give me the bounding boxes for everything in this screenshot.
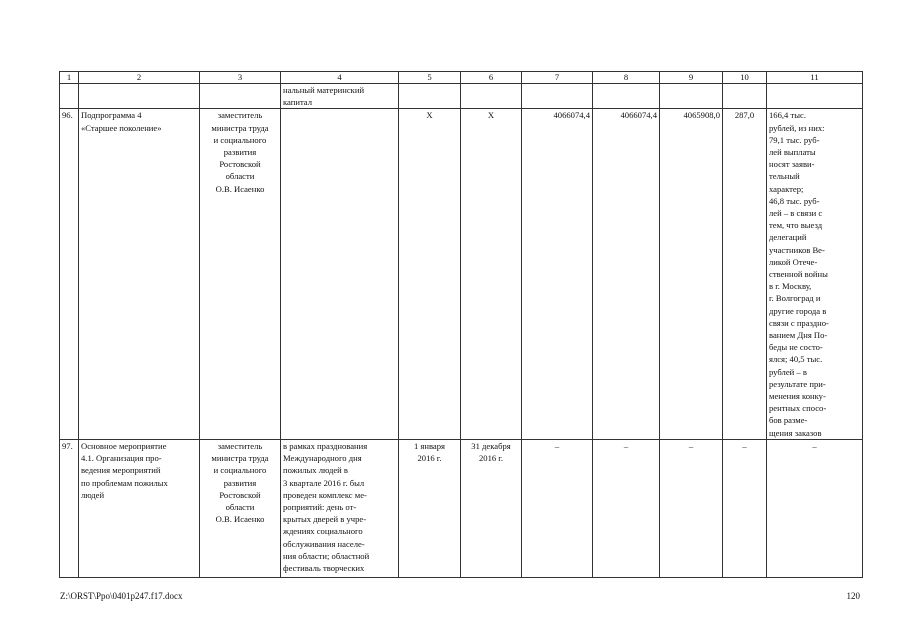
column-number: 11	[767, 72, 863, 84]
column-number: 8	[593, 72, 660, 84]
table-cell	[60, 84, 79, 109]
column-number: 1	[60, 72, 79, 84]
value-cell: 4065908,0	[660, 109, 723, 439]
table-cell	[767, 84, 863, 109]
table-cell	[723, 84, 767, 109]
column-number: 3	[200, 72, 281, 84]
column-number: 2	[79, 72, 200, 84]
start-date-cell: Х	[399, 109, 461, 439]
table-row-continuation	[60, 84, 863, 109]
value-cell: –	[723, 439, 767, 577]
value-cell: –	[660, 439, 723, 577]
row-number: 97.	[60, 439, 79, 577]
table-row	[60, 109, 863, 439]
note-cell: –	[767, 439, 863, 577]
table-cell	[200, 84, 281, 109]
value-cell: –	[522, 439, 593, 577]
table-cell	[399, 84, 461, 109]
file-path: Z:\ORST\Ppo\0401p247.f17.docx	[60, 591, 183, 601]
executor-cell: заместитель министра труда и социального развития Ростовской области О.В. Исаенко	[200, 109, 281, 439]
column-number: 9	[660, 72, 723, 84]
value-cell: 4066074,4	[593, 109, 660, 439]
column-number: 10	[723, 72, 767, 84]
end-date-cell: Х	[461, 109, 522, 439]
table-cell	[461, 84, 522, 109]
measure-name-cell: Основное мероприятие 4.1. Организация про- ведения мероприятий по проблемам пожилых людей	[79, 439, 200, 577]
column-number: 4	[281, 72, 399, 84]
note-cell: 166,4 тыс. рублей, из них: 79,1 тыс. руб- лей выплаты носят заяви- тельный характер; 46,8 тыс. руб- лей – в связи с тем, что выезд делегаций участников Ве- ликой Отече- ственной войны в г. Москву, г. Волгоград и другие города в связи с праздно- ванием Дня По- беды не состо- ялся; 40,5 тыс. рублей – в результате при- менения конку- рентных спосо- бов разме- щения заказов	[767, 109, 863, 439]
table-row	[60, 439, 863, 577]
table-cell	[522, 84, 593, 109]
executor-cell: заместитель министра труда и социального развития Ростовской области О.В. Исаенко	[200, 439, 281, 577]
value-cell: 287,0	[723, 109, 767, 439]
table-cell	[660, 84, 723, 109]
result-cell	[281, 109, 399, 439]
end-date-cell: 31 декабря 2016 г.	[461, 439, 522, 577]
value-cell: –	[593, 439, 660, 577]
page-number: 120	[846, 591, 860, 601]
measure-name-cell: Подпрограмма 4 «Старшее поколение»	[79, 109, 200, 439]
start-date-cell: 1 января 2016 г.	[399, 439, 461, 577]
column-number: 6	[461, 72, 522, 84]
table-cell	[593, 84, 660, 109]
column-number: 7	[522, 72, 593, 84]
table-cell	[79, 84, 200, 109]
result-cell: нальный материнский капитал	[281, 84, 399, 109]
row-number: 96.	[60, 109, 79, 439]
value-cell: 4066074,4	[522, 109, 593, 439]
result-cell: в рамках празднования Международного дня пожилых людей в 3 квартале 2016 г. был проведен комплекс ме- роприятий: день от- крытых дверей в учре- ждениях социального обслуживания населе- ния области; областной фестиваль творческих	[281, 439, 399, 577]
report-table-container	[59, 71, 863, 578]
column-number: 5	[399, 72, 461, 84]
report-table	[59, 71, 863, 578]
column-number-row	[60, 72, 863, 84]
